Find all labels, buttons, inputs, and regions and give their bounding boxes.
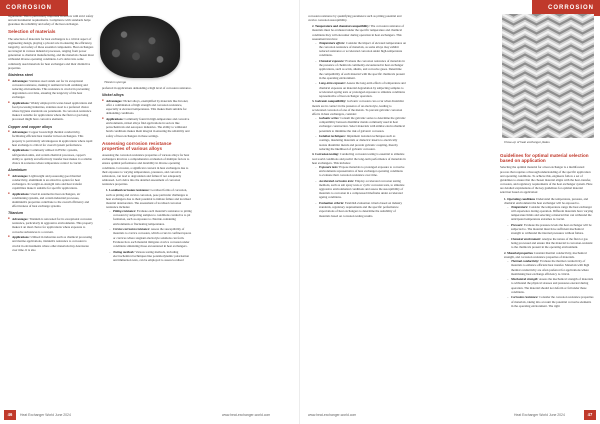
sub-list-item: – Temperature: Consider the temperature range the heat exchanger will experience during operation. Different materials have varying temperature limits and selecting a material that can withstand the anticipated temperature extremes is crucial. — [507, 205, 594, 222]
list-item: ■ Applications: Commonly utilised in HVAC systems, refrigeration units, and certain chemical processes, copper's ability to quickly and effectively transfer heat makes it a reliable choice in scenarios where temperature control is crucial. — [8, 148, 94, 165]
footer-url-left: www.heat-exchanger-world.com — [222, 413, 271, 417]
sub-list — [504, 205, 594, 250]
right-column-2 — [500, 150, 594, 309]
right-column-1 — [308, 14, 406, 219]
sub-list-item: – Chemical exposure: Evaluate the corrosion resistance of materials in the presence of chemicals commonly encountered in heat exchanger applications, such as acids, alkalis, and corrosive gases. Determine the compatibility of each material with the specific chemicals present in the operating environment. — [315, 59, 406, 80]
section-tab-left: CORROSION — [0, 0, 68, 16]
nickel-list — [102, 99, 192, 138]
sub-list-item: – Corrosion resistance: Consider the corrosion resistance properties of materials, taking into account the potential corrosive elements in the operating environment. The right — [507, 295, 594, 307]
subheading-copper: Copper and copper alloys — [8, 124, 53, 129]
page-number-left: 46 — [4, 410, 16, 420]
list-item: ■ Advantages: Stainless steel stands out for its exceptional corrosion resistance, making it resilient in both oxidising and reducing environments. This resistance is crucial in preventing degradation over time, ensuring the longevity of the heat exchanger. — [8, 79, 94, 100]
left-column-2 — [102, 86, 192, 264]
list-item: ■ Applications: Widely employed in water-based applications and food processing industries, stainless steel is a preferred choice where hygiene standards are paramount. Its corrosion resistance makes it suitable for applications where the fluid or gas being processed might have corrosive elements. — [8, 101, 94, 122]
titanium-list — [8, 217, 94, 252]
footer-url-right: www.heat-exchanger-world.com — [308, 413, 357, 417]
assess-list — [102, 188, 192, 262]
sub-list — [312, 41, 406, 98]
list-item: ■ Advantages: Nickel alloys, exemplified by materials like Inconel, offer a combination of high strength and corrosion resistance, especially at elevated temperatures. This makes them suitable for demanding conditions. — [102, 99, 192, 116]
sub-list-item: – Thermal conductivity: Evaluate the thermal conductivity of materials to enhance efficient heat transfer. Materials with high thermal conductivity are often preferred for applications where maximising heat exchange efficiency is critical. — [507, 259, 594, 276]
paragraph: Assessing the corrosion resistance properties of various alloys for heat exchangers involves a comprehensive evaluation of multiple factors to ensure optimal performance and durability in diverse operating conditions. Corrosion, a significant concern in heat exchangers due to their exposure to varying temperatures, pressures, and corrosive substances, can lead to degradation and failure if not adequately addressed. Let's delve into the detailed assessment of corrosion resistance properties. — [102, 153, 190, 187]
sub-list-item: – Isolation techniques: Implement isolation techniques such as coatings, insulating materials or dielectric inserts to electrically isolate dissimilar metals and prevent galvanic coupling, thereby reducing the likelihood of galvanic corrosion. — [315, 134, 406, 151]
list-item: 4. Corrosion testing: Conducting corrosion testing is essential to simulate real-world conditions and predict the long-term performance of materials in heat exchangers. This includes: – Exposure tests: Expose materials to prolonged exposure to corrosive environments representative of heat exchanger operating conditions to evaluate their corrosion resistance over time. – Accelerated corrosion tests: Employ accelerated corrosion testing methods, such as salt spray tests or cyclic corrosion tests, to simulate aggressive environmental conditions and assess the susceptibility of materials to corrosion in a compressed timeframe under accelerated ageing conditions. – Evaluation criteria: Establish evaluation criteria based on industry standards, regulatory requirements and the specific performance expectations of heat exchangers to determine the suitability of materials based on corrosion testing results. — [308, 152, 406, 217]
heading-guidelines: Guidelines for optimal material selection based on application — [500, 153, 589, 164]
sub-list-item: – Pressure: Evaluate the pressure levels the heat exchanger will be subjected to. The material must have sufficient mechanical strength to withstand the internal pressures without failure. — [507, 223, 594, 235]
list-item: ■ Applications: Used in automotive heat exchangers, air conditioning systems, and certain industrial processes, aluminium's properties contribute to the overall efficiency and effectiveness of heat exchange systems. — [8, 192, 94, 209]
list-item: ■ Advantages: Copper boasts high thermal conductivity, facilitating efficient heat transfer in heat exchangers. This property is particularly advantageous in applications where rapid heat exchange is critical for overall system performance. — [8, 130, 94, 147]
paragraph: preferred in applications demanding a high level of corrosion resistance. — [102, 86, 192, 90]
sub-list-item: – Exposure tests: Expose materials to prolonged exposure to corrosive environments representative of heat exchanger operating conditions to evaluate their corrosion resistance over time. — [315, 165, 406, 177]
heading-selection: Selection of materials — [8, 29, 56, 35]
sub-list-item: – Testing methods: Various testing methods, including electrochemical techniques like potentiodynamic polarisation and immersion tests, can be employed to assess localised — [109, 250, 192, 262]
plates-pattern — [502, 14, 594, 138]
list-item: ■ Advantages: Titanium is renowned for its exceptional corrosion resistance, particularly in aggressive environments. This property makes it an ideal choice for applications where exposure to corrosive substances is a concern. — [8, 217, 94, 234]
heat-exchanger-plates-photo — [502, 14, 594, 138]
paragraph: regulations. This is particularly important in sectors with strict safety and environmental requirements. Compliance with standards helps guarantee the reliability and safety of the heat exchanger. — [8, 14, 94, 27]
list-item: 1. Operating conditions Understand the temperature, pressure, and chemical environment the heat exchanger will be exposed to. – Temperature: Consider the temperature range the heat exchanger will experience during operation. Different materials have varying temperature limits and selecting a material that can withstand the anticipated temperature extremes is crucial. – Pressure: Evaluate the pressure levels the heat exchanger will be subjected to. The material must have sufficient mechanical strength to withstand the internal pressures without failure. – Chemical environment: Analyse the nature of the fluid or gas being processed and ensure that the material is corrosion-resistant to the chemicals present in the operating environment. — [500, 197, 594, 250]
list-item: 2. Temperature and chemical compatibility: The corrosion resistance of materials must be evaluated under the specific temperature and chemical conditions they will encounter during operation in heat exchangers. This assessment involves: – Temperature effects: Consider the impact of elevated temperatures on the corrosion resistance of materials, as some alloys may exhibit reduced resistance or accelerated corrosion under high-temperature conditions. – Chemical exposure: Evaluate the corrosion resistance of materials in the presence of chemicals commonly encountered in heat exchanger applications, such as acids, alkalis, and corrosive gases. Determine the compatibility of each material with the specific chemicals present in the operating environment. – Long-term exposure: Assess the long-term effects of temperature and chemical exposure on material degradation by subjecting samples to accelerated ageing tests or prolonged exposure to simulate conditions representative of heat exchanger operation. — [308, 24, 406, 98]
stainless-list — [8, 79, 94, 122]
footer-magazine-right: Heat Exchanger World June 2024 — [514, 413, 565, 417]
titanium-sponge-photo — [100, 16, 180, 78]
list-item: 1. Localised corrosion resistance: Localised forms of corrosion, such as pitting and crevice corrosion, pose particular challenges to heat exchangers due to their potential to initiate failure and localised material deterioration. The assessment of localised corrosion resistance includes: – Pitting resistance: Evaluate each material's resistance to pitting corrosion by subjecting samples to conditions conducive to pit formation, such as exposure to chloride-containing environments or fluctuating temperatures. – Crevice corrosion resistance: Assess the susceptibility of materials to crevice corrosion, which occurs in confined spaces or crevices where stagnant electrolyte solutions can form. Evaluate how each material mitigates crevice corrosion under conditions simulating those encountered in heat exchangers. – Testing methods: Various testing methods, including electrochemical techniques like potentiodynamic polarisation and immersion tests, can be employed to assess localised — [102, 188, 192, 262]
sub-list-item: – Evaluation criteria: Establish evaluation criteria based on industry standards, regulatory requirements and the specific performance expectations of heat exchangers to determine the suitability of materials based on corrosion testing results. — [315, 201, 406, 218]
list-item: ■ Advantages: Lightweight and possessing good thermal conductivity, aluminium is an attractive option for heat exchangers. Its weight-to-strength ratio and heat transfer capabilities make it suitable for specific applications. — [8, 174, 94, 191]
sub-list-item: – Galvanic series: Consult the galvanic series to determine the galvanic compatibility between dissimilar metals commonly used in heat exchanger construction. Select materials with similar electrochemical potentials to minimise the risk of galvanic corrosion. — [315, 116, 406, 133]
sub-list — [312, 165, 406, 218]
list-item: 3. Galvanic compatibility: Galvanic corrosion can occur when dissimilar metals are in contact in the presence of an electrolyte, leading to accelerated corrosion of one of the metals. To prevent galvanic corrosion effects in heat exchangers, consider: – Galvanic series: Consult the galvanic series to determine the galvanic compatibility between dissimilar metals commonly used in heat exchanger construction. Select materials with similar electrochemical potentials to minimise the risk of galvanic corrosion. – Isolation techniques: Implement isolation techniques such as coatings, insulating materials or dielectric inserts to electrically isolate dissimilar metals and prevent galvanic coupling, thereby reducing the likelihood of galvanic corrosion. — [308, 99, 406, 150]
footer-magazine-left: Heat Exchanger World June 2024 — [20, 413, 71, 417]
sub-list-item: – Temperature effects: Consider the impact of elevated temperatures on the corrosion resistance of materials, as some alloys may exhibit reduced resistance or accelerated corrosion under high-temperature conditions. — [315, 41, 406, 58]
sub-list-item: – Crevice corrosion resistance: Assess the susceptibility of materials to crevice corrosion, which occurs in confined spaces or crevices where stagnant electrolyte solutions can form. Evaluate how each material mitigates crevice corrosion under conditions simulating those encountered in heat exchangers. — [109, 227, 192, 248]
sub-list-item: – Pitting resistance: Evaluate each material's resistance to pitting corrosion by subjecting samples to conditions conducive to pit formation, such as exposure to chloride-containing environments or fluctuating temperatures. — [109, 209, 192, 226]
aluminium-list — [8, 174, 94, 209]
section-tab-right: CORROSION — [532, 0, 600, 16]
subheading-stainless: Stainless steel — [8, 72, 33, 77]
subheading-aluminium: Aluminium — [8, 168, 27, 173]
list-item: ■ Applications: Commonly found in high-temperature and corrosive environments, nickel alloys find applications in sectors like petrochemicals and aerospace industries. The ability to withstand harsh conditions makes them integral in ensuring the reliability and safety of heat exchangers in these settings. — [102, 117, 192, 138]
subheading-titanium: Titanium — [8, 211, 23, 216]
paragraph: corrosion resistance by quantifying parameters such as pitting potential and crevice corrosion susceptibility. — [308, 14, 402, 23]
list-item: ■ Applications: Utilised in industries such as chemical processing and marine applications, titanium's resistance to corrosion is crucial in environments where other materials may deteriorate over time. It is also — [8, 235, 94, 252]
page-number-right: 47 — [584, 410, 596, 420]
copper-list — [8, 130, 94, 165]
sub-list-item: – Mechanical strength: Assess the mechanical strength of materials to withstand the physical stresses and pressures exerted during operation. The material should not deform or fail under these conditions. — [507, 277, 594, 294]
criteria-list — [308, 24, 406, 217]
sub-list — [504, 259, 594, 308]
paragraph: Selecting the optimal material for a heat exchanger is a multifaceted process that requires a thorough understanding of the specific application and operating conditions. To achieve this, engineers follow a set of guidelines to ensure that the chosen material aligns with the heat-transfer, corrosion, and regulatory requirements of the heat exchanger system. Here are detailed explanations of the key guidelines for optimal material selection based on application: — [500, 165, 593, 195]
sub-list-item: – Accelerated corrosion tests: Employ accelerated corrosion testing methods, such as salt spray tests or cyclic corrosion tests, to simulate aggressive environmental conditions and assess the susceptibility of materials to corrosion in a compressed timeframe under accelerated ageing conditions. — [315, 179, 406, 200]
sub-list — [106, 209, 192, 262]
photo-caption: Titanium sponge — [104, 80, 127, 84]
paragraph: The selection of materials for heat exchangers is a critical aspect of engineering design, playing a pivotal role in ensuring the efficiency, longevity, and safety of these essential components. Heat exchangers are integral in various industrial processes, ranging from power generation to chemical manufacturing, and the materials chosen must withstand diverse operating conditions. Let's delve into some commonly used materials for heat exchangers and their distinctive properties. — [8, 36, 94, 70]
guidelines-list — [500, 197, 594, 308]
sub-list-item: – Long-term exposure: Assess the long-term effects of temperature and chemical exposure on material degradation by subjecting samples to accelerated ageing tests or prolonged exposure to simulate conditions representative of heat exchanger operation. — [315, 81, 406, 98]
subheading-nickel: Nickel alloys — [102, 93, 124, 98]
sub-list-item: – Chemical environment: Analyse the nature of the fluid or gas being processed and ensure that the material is corrosion-resistant to the chemicals present in the operating environment. — [507, 237, 594, 249]
list-item: 2. Material properties Consider thermal conductivity, mechanical strength, and corrosion resistance properties of materials. – Thermal conductivity: Evaluate the thermal conductivity of materials to enhance efficient heat transfer. Materials with high thermal conductivity are often preferred for applications where maximising heat exchange efficiency is critical. – Mechanical strength: Assess the mechanical strength of materials to withstand the physical stresses and pressures exerted during operation. The material should not deform or fail under these conditions. – Corrosion resistance: Consider the corrosion resistance properties of materials, taking into account the potential corrosive elements in the operating environment. The right — [500, 251, 594, 308]
left-column-1 — [8, 14, 94, 253]
sub-list — [312, 116, 406, 151]
photo-caption: Close-up of heat exchanger plates — [504, 140, 550, 144]
heading-assessing: Assessing corrosion resistance properties of various alloys — [102, 140, 172, 151]
